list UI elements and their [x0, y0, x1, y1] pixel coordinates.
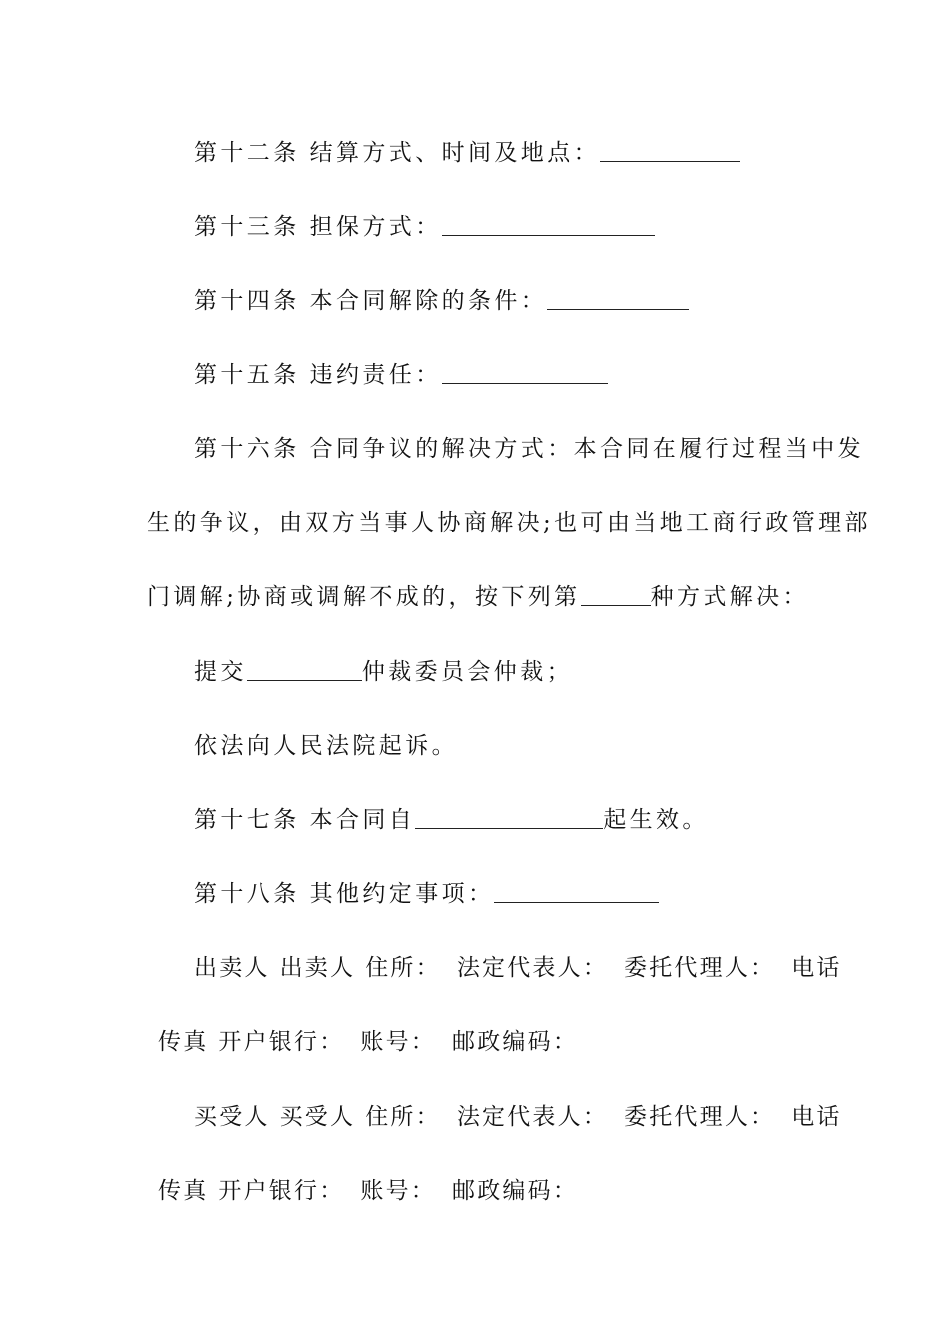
buyer-legal-rep-label: 法定代表人： [456, 1104, 609, 1130]
article-16-text-3: 门调解;协商或调解不成的，按下列第 [147, 584, 581, 610]
seller-postcode-label: 邮政编码： [452, 1029, 579, 1055]
article-16-text-4: 种方式解决： [650, 584, 809, 610]
article-16-text-2: 生的争议，由双方当事人协商解决;也可由当地工商行政管理部 [147, 510, 871, 536]
seller-fax-label: 传真 [158, 1029, 209, 1055]
article-14-label: 第十四条 [194, 288, 300, 314]
article-13 [147, 207, 807, 247]
buyer-name-label: 买受人 [279, 1104, 356, 1130]
article-17 [147, 800, 807, 840]
seller-name-label: 出卖人 [279, 955, 356, 981]
article-12 [147, 133, 807, 173]
buyer-address-label: 住所： [365, 1104, 441, 1130]
blank-field[interactable] [442, 213, 655, 236]
option-litigation-text: 依法向人民法院起诉。 [194, 733, 458, 759]
article-16-line-3 [147, 577, 807, 617]
seller-address-label: 住所： [365, 955, 441, 981]
seller-bank-label: 开户银行： [218, 1029, 345, 1055]
blank-field[interactable] [442, 361, 608, 384]
article-18-label: 第十八条 [194, 881, 300, 907]
seller-legal-rep-label: 法定代表人： [456, 955, 609, 981]
blank-field[interactable] [247, 658, 362, 681]
seller-role: 出卖人 [194, 955, 270, 981]
article-16-line-2 [147, 503, 871, 543]
article-17-post: 起生效。 [603, 807, 709, 833]
buyer-postcode-label: 邮政编码： [452, 1178, 579, 1204]
seller-phone-label: 电话 [791, 955, 842, 981]
option-litigation [147, 726, 807, 766]
buyer-line-2 [158, 1171, 818, 1211]
seller-line-2 [158, 1022, 818, 1062]
buyer-bank-label: 开户银行： [218, 1178, 345, 1204]
blank-field[interactable] [600, 139, 740, 162]
article-15-label: 第十五条 [194, 362, 300, 388]
article-13-text: 担保方式： [309, 214, 442, 240]
article-14 [147, 281, 807, 321]
buyer-phone-label: 电话 [791, 1104, 842, 1130]
seller-line-1 [147, 948, 842, 988]
buyer-agent-label: 委托代理人： [624, 1104, 776, 1130]
article-16-line-1 [147, 429, 865, 469]
article-18 [147, 874, 807, 914]
option-arbitration-pre: 提交 [194, 659, 247, 685]
buyer-line-1 [147, 1097, 842, 1137]
article-13-label: 第十三条 [194, 214, 300, 240]
article-17-pre: 本合同自 [309, 807, 416, 833]
option-arbitration-post: 仲裁委员会仲裁； [361, 659, 574, 685]
article-15 [147, 355, 807, 395]
seller-account-label: 账号： [360, 1029, 437, 1055]
seller-agent-label: 委托代理人： [624, 955, 776, 981]
blank-field[interactable] [547, 287, 689, 310]
article-12-text: 结算方式、时间及地点： [309, 140, 601, 166]
buyer-fax-label: 传真 [158, 1178, 209, 1204]
blank-field[interactable] [415, 806, 603, 829]
buyer-account-label: 账号： [360, 1178, 437, 1204]
article-15-text: 违约责任： [309, 362, 442, 388]
blank-field[interactable] [581, 583, 651, 606]
article-17-label: 第十七条 [194, 807, 300, 833]
blank-field[interactable] [494, 880, 659, 903]
buyer-role: 买受人 [194, 1104, 270, 1130]
article-16-text: 合同争议的解决方式：本合同在履行过程当中发 [309, 436, 865, 462]
article-16-label: 第十六条 [194, 436, 300, 462]
article-14-text: 本合同解除的条件： [309, 288, 548, 314]
article-18-text: 其他约定事项： [309, 881, 495, 907]
article-12-label: 第十二条 [194, 140, 300, 166]
option-arbitration [147, 652, 807, 692]
